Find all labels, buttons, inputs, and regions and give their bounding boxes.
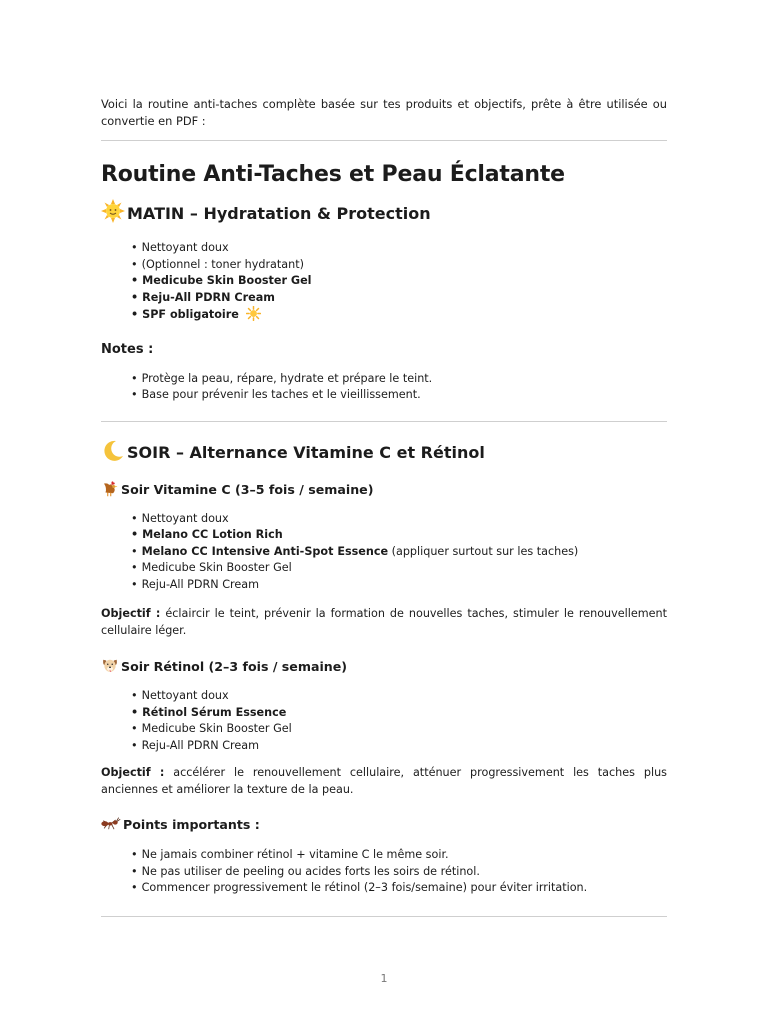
intro-text: Voici la routine anti-taches complète basée sur tes produits et objectifs, prête à être utilisée ou convertie en PDF :	[101, 97, 667, 128]
divider	[101, 916, 667, 917]
evening-heading-text: SOIR – Alternance Vitamine C et Rétinol	[127, 443, 485, 462]
list-item: • Melano CC Lotion Rich	[131, 527, 667, 544]
page-title: Routine Anti-Taches et Peau Éclatante	[101, 162, 565, 187]
list-item: • Medicube Skin Booster Gel	[131, 273, 667, 290]
vitc-objective	[101, 605, 667, 639]
important-heading-text: Points importants :	[123, 817, 260, 832]
morning-heading-text: MATIN – Hydratation & Protection	[127, 203, 431, 223]
dog-face-icon	[101, 656, 119, 677]
spf-label: SPF obligatoire	[142, 308, 239, 321]
list-item	[131, 544, 667, 561]
retinol-objective	[101, 764, 667, 798]
retinol-heading	[101, 656, 667, 677]
list-item: • Protège la peau, répare, hydrate et prépare le teint.	[131, 371, 667, 388]
sun-with-face-icon	[101, 199, 125, 227]
list-item: • Reju-All PDRN Cream	[131, 290, 667, 307]
ant-icon	[101, 815, 121, 834]
document-page	[101, 96, 667, 917]
list-item: • Nettoyant doux	[131, 688, 667, 705]
divider	[101, 421, 667, 422]
list-item: • Ne pas utiliser de peeling ou acides forts les soirs de rétinol.	[131, 864, 667, 881]
list-item: • Base pour prévenir les taches et le vieillissement.	[131, 387, 667, 404]
divider	[101, 140, 667, 141]
list-item: • Nettoyant doux	[131, 240, 667, 257]
vitc-list	[101, 511, 667, 594]
retinol-list	[101, 688, 667, 754]
important-heading	[101, 815, 667, 834]
sun-icon	[246, 306, 261, 327]
crescent-moon-icon	[101, 439, 125, 467]
item-note: (appliquer surtout sur les taches)	[388, 544, 579, 558]
objective-text: éclaircir le teint, prévenir la formation de nouvelles taches, stimuler le renouvellement cellulaire léger.	[101, 607, 668, 637]
notes-list	[101, 371, 667, 404]
page-number: 1	[380, 972, 388, 985]
item-bold: Melano CC Intensive Anti-Spot Essence	[141, 544, 389, 558]
morning-list	[101, 240, 667, 327]
list-item: • Commencer progressivement le rétinol (2–3 fois/semaine) pour éviter irritation.	[131, 880, 667, 897]
morning-heading	[101, 199, 667, 227]
list-item: • Reju-All PDRN Cream	[131, 738, 667, 755]
list-item: • Ne jamais combiner rétinol + vitamine C le même soir.	[131, 847, 667, 864]
objective-label: Objectif :	[101, 766, 165, 779]
rooster-icon	[101, 479, 119, 500]
objective-text: accélérer le renouvellement cellulaire, atténuer progressivement les taches plus anciennes et améliorer la texture de la peau.	[101, 766, 667, 796]
vitc-heading-text: Soir Vitamine C (3–5 fois / semaine)	[121, 481, 374, 497]
list-item: • Reju-All PDRN Cream	[131, 577, 667, 594]
list-item: • Medicube Skin Booster Gel	[131, 560, 667, 577]
list-item: • (Optionnel : toner hydratant)	[131, 257, 667, 274]
notes-heading: Notes :	[101, 341, 154, 357]
objective-label: Objectif :	[101, 607, 161, 620]
evening-heading	[101, 439, 667, 467]
list-item: • Nettoyant doux	[131, 511, 667, 528]
list-item	[131, 306, 667, 327]
important-list	[101, 847, 667, 897]
vitc-heading	[101, 479, 667, 500]
list-item: • Rétinol Sérum Essence	[131, 705, 667, 722]
retinol-heading-text: Soir Rétinol (2–3 fois / semaine)	[121, 659, 348, 674]
list-item: • Medicube Skin Booster Gel	[131, 721, 667, 738]
